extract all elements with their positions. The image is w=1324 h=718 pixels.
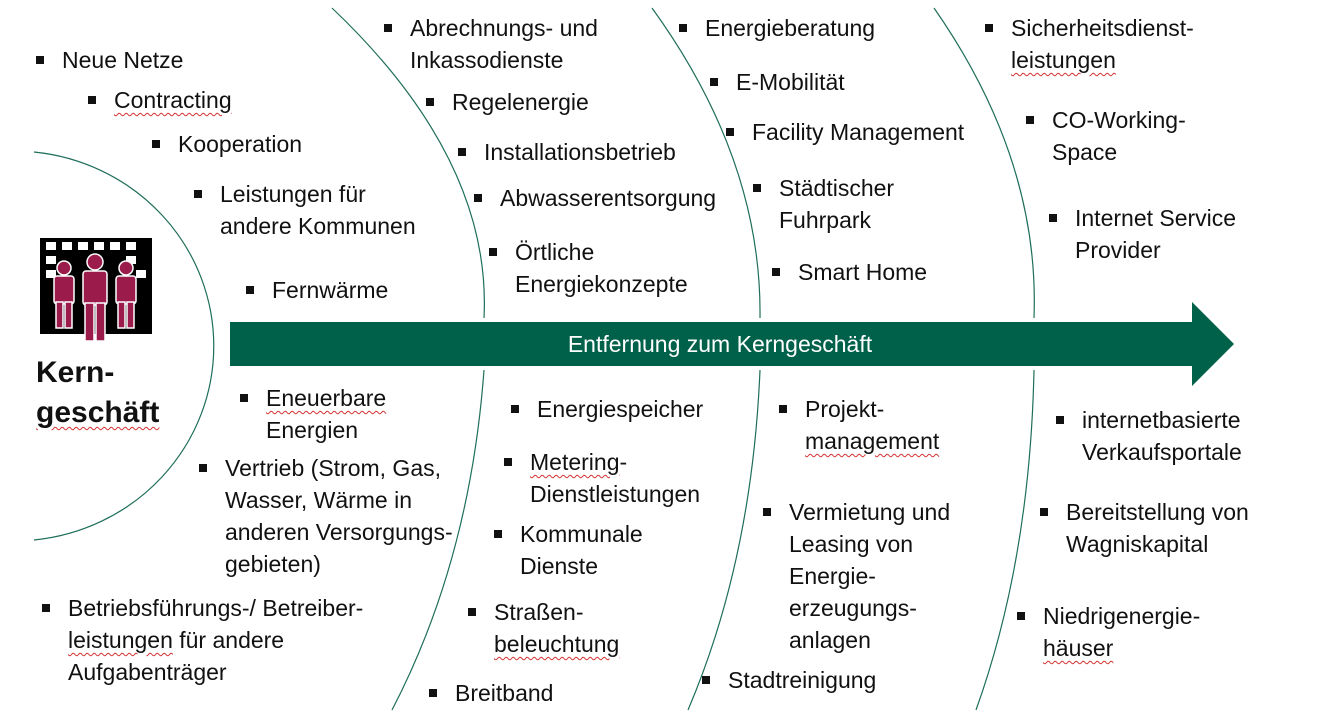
item-portale: internetbasierte Verkaufsportale [1082, 404, 1242, 468]
item-neue-netze: Neue Netze [62, 44, 183, 76]
item-installation: Installationsbetrieb [484, 136, 676, 168]
item-sicherheit: Sicherheitsdienst- leistungen [1011, 12, 1194, 76]
item-contracting: Contracting [114, 84, 232, 116]
item-projekt: Projekt- management [805, 393, 939, 457]
item-wagnis: Bereitstellung von Wagniskapital [1066, 496, 1249, 560]
item-eneuerbare: Eneuerbare Energien [266, 382, 386, 446]
item-leistungen: Leistungen für andere Kommunen [220, 178, 416, 242]
item-breitband: Breitband [455, 677, 553, 709]
item-coworking: CO-Working- Space [1052, 104, 1186, 168]
item-facility: Facility Management [752, 116, 964, 148]
item-vermietung: Vermietung und Leasing von Energie- erzeugungs- anlagen [789, 496, 950, 656]
item-niedrig: Niedrigenergie- häuser [1043, 600, 1200, 664]
item-isp: Internet Service Provider [1075, 202, 1236, 266]
core-business-label: Kern- geschäft [36, 356, 160, 429]
core-arc [34, 152, 214, 540]
item-regelenergie: Regelenergie [452, 86, 589, 118]
item-vertrieb: Vertrieb (Strom, Gas, Wasser, Wärme in anderen Versorgungs- gebieten) [225, 452, 453, 580]
item-speicher: Energiespeicher [537, 393, 703, 425]
item-metering: Metering- Dienstleistungen [530, 446, 700, 510]
item-kooperation: Kooperation [178, 128, 302, 160]
item-smarthome: Smart Home [798, 256, 927, 288]
item-kommunale: Kommunale Dienste [520, 518, 643, 582]
arrow-label: Entfernung zum Kerngeschäft [567, 331, 873, 357]
item-oertliche: Örtliche Energiekonzepte [515, 236, 688, 300]
item-fernwaerme: Fernwärme [272, 274, 388, 306]
item-energieberatung: Energieberatung [705, 12, 875, 44]
item-abwasser: Abwasserentsorgung [500, 182, 716, 214]
item-fuhrpark: Städtischer Fuhrpark [779, 172, 894, 236]
item-stadtreinigung: Stadtreinigung [728, 664, 876, 696]
item-abrechnung: Abrechnungs- und Inkassodienste [410, 12, 598, 76]
item-betrieb: Betriebsführungs-/ Betreiber- leistungen für andere Aufgabenträger [68, 592, 363, 688]
item-strassen: Straßen- beleuchtung [494, 596, 619, 660]
people-in-front-of-building-icon [38, 236, 154, 344]
item-emobilitaet: E-Mobilität [736, 66, 845, 98]
